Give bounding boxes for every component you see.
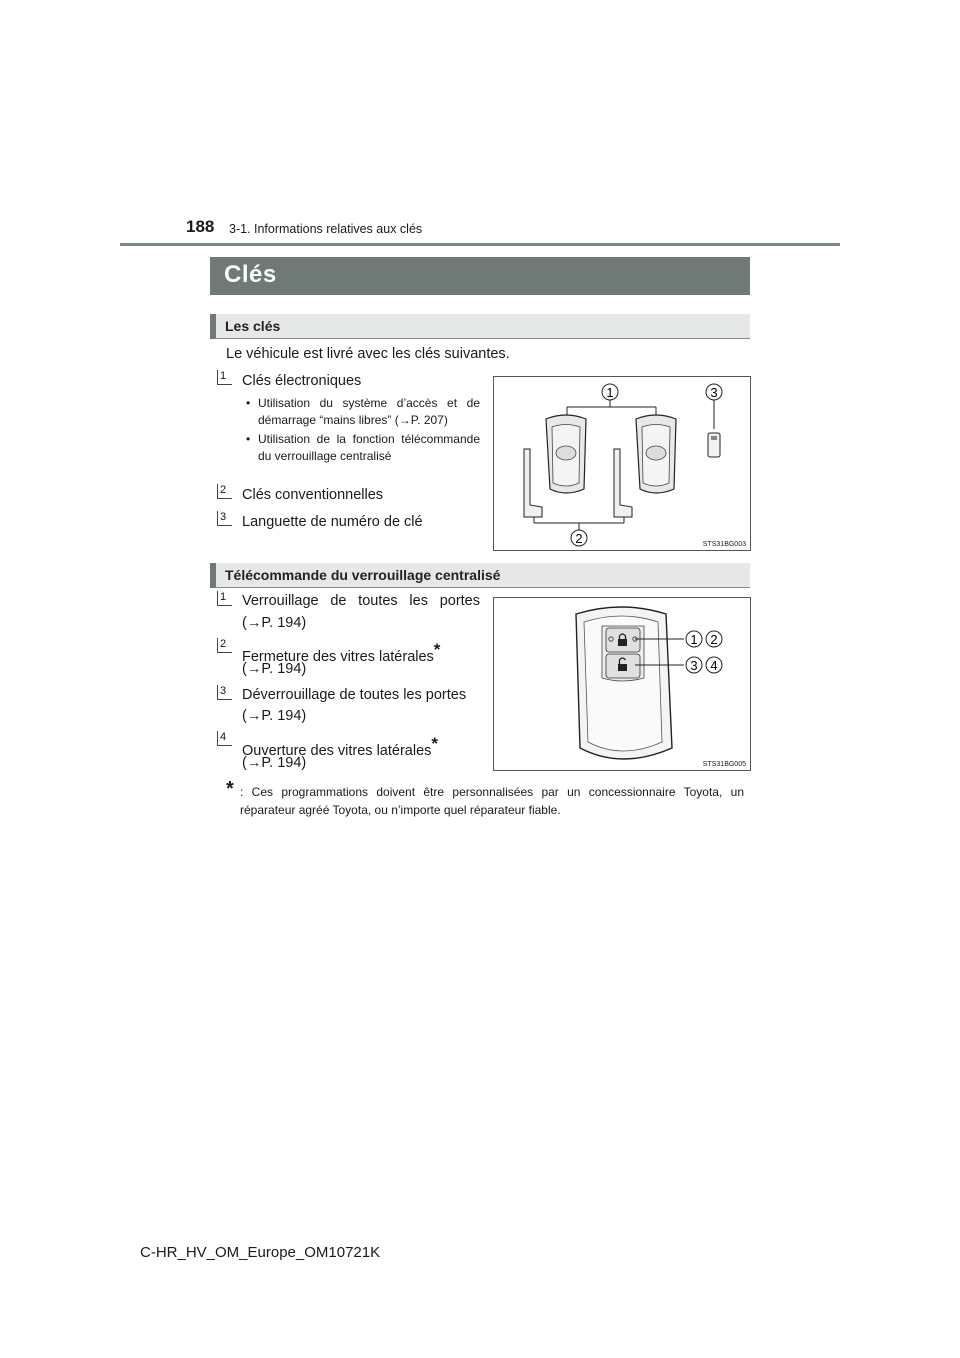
page-number: 188 xyxy=(186,217,215,236)
page-reference: (→P. 194) xyxy=(242,661,307,677)
keys-illustration xyxy=(493,376,751,551)
item-conventional-keys: Clés conventionnelles xyxy=(242,487,384,503)
mechanical-key-left xyxy=(524,449,542,517)
item-number-badge: 3 xyxy=(217,685,232,700)
callout-label: 1 xyxy=(606,385,614,400)
bullet-item: • Utilisation du système d’accès et de démarrage “mains libres” (→P. 207) xyxy=(246,396,480,427)
item-key-number-tag: Languette de numéro de clé xyxy=(242,514,423,530)
remote-illustration xyxy=(493,597,751,771)
bullet-item: • Utilisation de la fonction télécommande du verrouillage centralisé xyxy=(246,432,480,463)
item-open-windows: Ouverture des vitres latérales* xyxy=(242,734,439,759)
remote-fob xyxy=(576,607,672,759)
key-number-tag xyxy=(708,433,720,457)
callout-label: 3 xyxy=(710,385,718,400)
header-divider xyxy=(120,243,840,246)
item-number-badge: 2 xyxy=(217,638,232,653)
item-number-badge: 4 xyxy=(217,731,232,746)
callout-label: 2 xyxy=(575,531,583,546)
footnote xyxy=(226,778,744,819)
smart-key-left xyxy=(546,415,586,493)
document-footer-id: C-HR_HV_OM_Europe_OM10721K xyxy=(140,1244,381,1261)
heading-accent xyxy=(210,563,216,588)
keys-section-heading-bar xyxy=(210,314,750,339)
item-electronic-keys: Clés électroniques xyxy=(242,373,362,389)
section-breadcrumb: 3-1. Informations relatives aux clés xyxy=(229,222,423,236)
keys-section-heading: Les clés xyxy=(225,318,281,334)
remote-drawing xyxy=(494,598,750,770)
remote-section-heading-bar xyxy=(210,563,750,588)
item-number-badge: 2 xyxy=(217,484,232,499)
footnote-text: : Ces programmations doivent être personnalisées par un concessionnaire Toyota, un réparateur agréé Toyota, ou n’importe quel réparateur fiable. xyxy=(240,785,744,817)
item-number-badge: 1 xyxy=(217,370,232,385)
item-close-windows: Fermeture des vitres latérales* xyxy=(242,640,441,665)
figure-code: STS31BG003 xyxy=(702,541,746,548)
keys-drawing xyxy=(494,377,750,550)
item-lock-all-doors: Verrouillage de toutes les portes xyxy=(242,593,480,609)
smart-key-right xyxy=(636,415,676,493)
asterisk-marker: * xyxy=(433,640,441,659)
keys-intro-text: Le véhicule est livré avec les clés suivantes. xyxy=(226,346,510,362)
callout-label: 2 xyxy=(710,632,718,647)
item-unlock-all-doors: Déverrouillage de toutes les portes xyxy=(242,687,467,703)
asterisk-marker: * xyxy=(431,734,439,753)
mechanical-key-right xyxy=(614,449,632,517)
callout-label: 3 xyxy=(690,658,698,673)
page-reference: (→P. 194) xyxy=(242,755,307,771)
item-number-badge: 3 xyxy=(217,511,232,526)
heading-accent xyxy=(210,314,216,339)
remote-section-heading: Télécommande du verrouillage centralisé xyxy=(225,567,501,583)
page-reference: (→P. 194) xyxy=(242,708,307,724)
page-title-bar xyxy=(210,257,750,295)
callout-label: 4 xyxy=(710,658,718,673)
page-title: Clés xyxy=(224,261,277,288)
figure-code: STS31BG005 xyxy=(702,761,746,768)
item-number-badge: 1 xyxy=(217,591,232,606)
page-reference: (→P. 194) xyxy=(242,615,307,631)
footnote-asterisk: * xyxy=(226,778,234,800)
callout-label: 1 xyxy=(690,632,698,647)
